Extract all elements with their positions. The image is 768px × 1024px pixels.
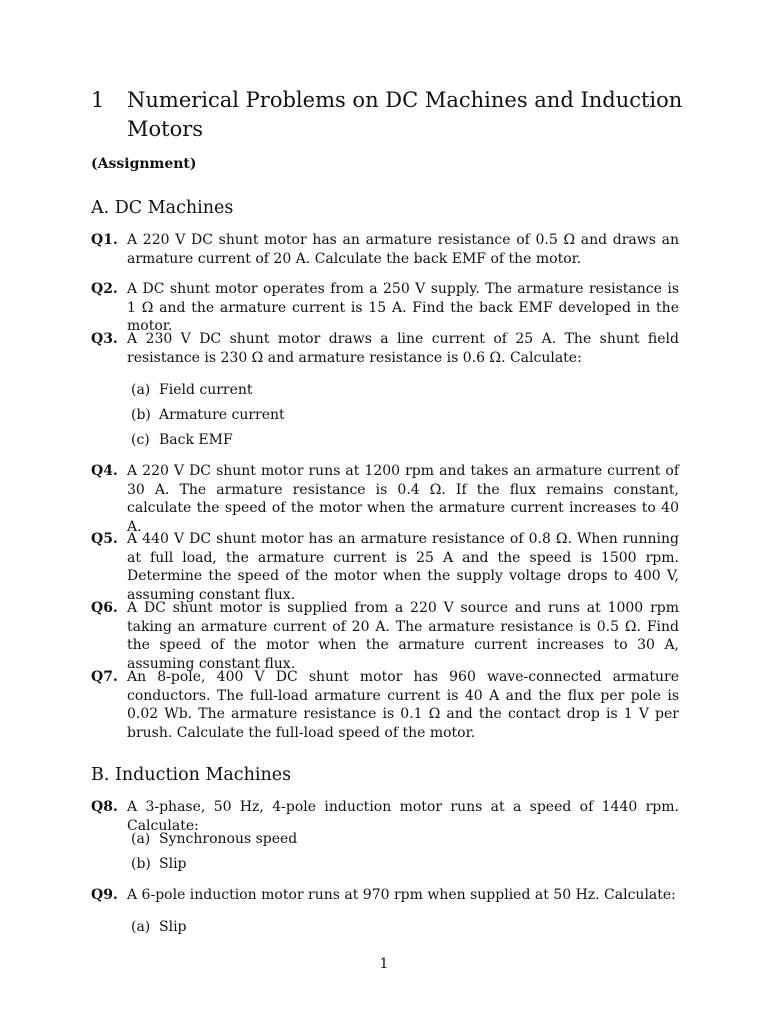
item-text: Slip xyxy=(159,919,187,935)
question-label: Q4. xyxy=(91,463,118,479)
question-label: Q5. xyxy=(91,531,118,547)
list-item xyxy=(131,381,285,406)
item-text: Field current xyxy=(159,382,253,398)
q3-subitems xyxy=(131,381,285,456)
question-text: A DC shunt motor operates from a 250 V supply. The armature resistance is 1 Ω and the armature current is 15 A. Find the back EMF developed in the motor. xyxy=(127,281,679,335)
question-q7 xyxy=(91,668,679,742)
question-text: A 3-phase, 50 Hz, 4-pole induction motor runs at a speed of 1440 rpm. Calculate: xyxy=(127,799,679,834)
item-label: (b) xyxy=(131,407,151,423)
question-label: Q2. xyxy=(91,281,118,297)
section-title xyxy=(91,86,691,144)
question-text: A 440 V DC shunt motor has an armature resistance of 0.8 Ω. When running at full load, the armature current is 25 A and the speed is 1500 rpm. Determine the speed of the motor when the supply voltage drops to 400 V, assuming constant flux. xyxy=(127,531,679,603)
item-text: Back EMF xyxy=(159,432,233,448)
question-label: Q1. xyxy=(91,232,118,248)
question-label: Q7. xyxy=(91,669,118,685)
list-item xyxy=(131,406,285,431)
question-label: Q3. xyxy=(91,331,118,347)
question-q2 xyxy=(91,280,679,336)
page-number: 1 xyxy=(379,956,389,972)
section-b-heading: B. Induction Machines xyxy=(91,765,292,785)
question-q1 xyxy=(91,231,679,268)
question-q3 xyxy=(91,330,679,367)
section-number: 1 xyxy=(91,88,105,112)
question-q9 xyxy=(91,886,679,905)
item-label: (b) xyxy=(131,856,151,872)
q8-subitems xyxy=(131,830,297,880)
section-a-heading: A. DC Machines xyxy=(91,198,234,218)
item-text: Armature current xyxy=(159,407,285,423)
question-q4 xyxy=(91,462,679,536)
list-item xyxy=(131,431,285,456)
q9-subitems xyxy=(131,918,187,943)
question-q5 xyxy=(91,530,679,604)
item-label: (c) xyxy=(131,432,150,448)
question-text: A 220 V DC shunt motor runs at 1200 rpm and takes an armature current of 30 A. The armature resistance is 0.4 Ω. If the flux remains constant, calculate the speed of the motor when the armature current increases to 40 A. xyxy=(127,463,679,535)
list-item xyxy=(131,855,297,880)
item-label: (a) xyxy=(131,831,151,847)
question-text: A 220 V DC shunt motor has an armature resistance of 0.5 Ω and draws an armature current of 20 A. Calculate the back EMF of the motor. xyxy=(127,232,679,267)
question-text: A DC shunt motor is supplied from a 220 V source and runs at 1000 rpm taking an armature current of 20 A. The armature resistance is 0.5 Ω. Find the speed of the motor when the armature current increases to 30 A, assuming constant flux. xyxy=(127,600,679,672)
list-item xyxy=(131,918,187,943)
question-text: A 230 V DC shunt motor draws a line current of 25 A. The shunt field resistance is 230 Ω and armature resistance is 0.6 Ω. Calculate: xyxy=(127,331,679,366)
list-item xyxy=(131,830,297,855)
page-title: Numerical Problems on DC Machines and Induction Motors xyxy=(127,88,683,141)
item-text: Slip xyxy=(159,856,187,872)
question-label: Q6. xyxy=(91,600,118,616)
question-label: Q9. xyxy=(91,887,118,903)
item-text: Synchronous speed xyxy=(159,831,298,847)
item-label: (a) xyxy=(131,919,151,935)
question-label: Q8. xyxy=(91,799,118,815)
item-label: (a) xyxy=(131,382,151,398)
question-text: A 6-pole induction motor runs at 970 rpm when supplied at 50 Hz. Calculate: xyxy=(127,887,676,903)
subtitle: (Assignment) xyxy=(91,156,197,172)
question-q6 xyxy=(91,599,679,673)
question-text: An 8-pole, 400 V DC shunt motor has 960 wave-connected armature conductors. The full-load armature current is 40 A and the flux per pole is 0.02 Wb. The armature resistance is 0.1 Ω and the contact drop is 1 V per brush. Calculate the full-load speed of the motor. xyxy=(127,669,679,741)
